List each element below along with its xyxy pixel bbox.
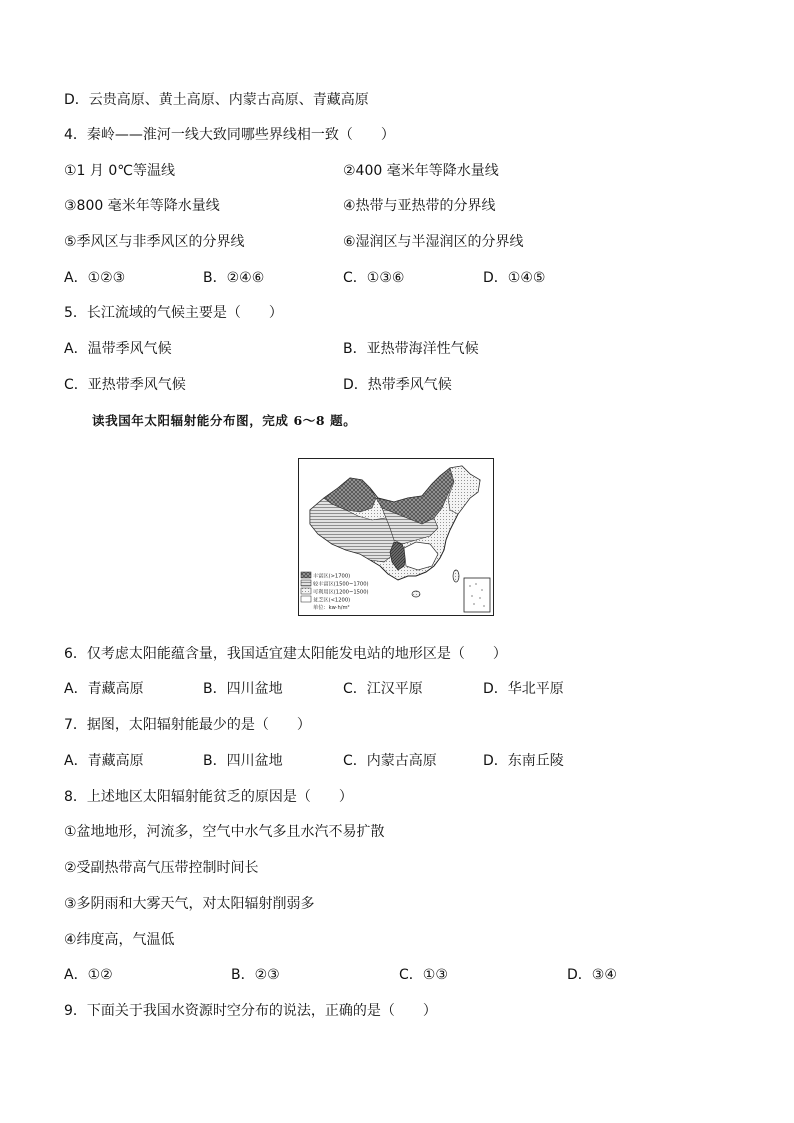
- legend-label-rich: 丰富区(>1700): [313, 573, 351, 580]
- q5-option-d: D．热带季风气候: [343, 377, 452, 393]
- q8-stem: 8．上述地区太阳辐射能贫乏的原因是（ ）: [64, 789, 353, 805]
- legend-swatch-rich: [301, 572, 311, 578]
- solar-radiation-map: [298, 458, 494, 616]
- legend-swatch-poor: [301, 596, 311, 602]
- q8-item-3: ③多阴雨和大雾天气，对太阳辐射削弱多: [64, 896, 315, 912]
- q4-option-b: B．②④⑥: [203, 270, 265, 286]
- q5-option-c: C．亚热带季风气候: [64, 377, 186, 393]
- q8-option-c: C．①③: [399, 967, 448, 983]
- taiwan-island: [453, 570, 459, 582]
- legend-label-poor: 贫乏区(<1200): [313, 597, 351, 604]
- q8-option-d: D．③④: [567, 967, 617, 983]
- q6-option-c: C．江汉平原: [343, 681, 423, 697]
- legend-unit: 单位：kw·h/m²: [313, 605, 350, 611]
- q6-option-d: D．华北平原: [483, 681, 564, 697]
- q5-option-b: B．亚热带海洋性气候: [343, 341, 479, 357]
- q9-stem: 9．下面关于我国水资源时空分布的说法，正确的是（ ）: [64, 1003, 437, 1019]
- figure-caption: 读我国年太阳辐射能分布图，完成 6～8 题。: [92, 413, 357, 428]
- q4-option-c: C．①③⑥: [343, 270, 405, 286]
- q5-option-a: A．温带季风气候: [64, 341, 172, 357]
- q7-option-b: B．四川盆地: [203, 753, 283, 769]
- q8-item-1: ①盆地地形，河流多，空气中水气多且水汽不易扩散: [64, 824, 385, 840]
- q4-item-5: ⑤季风区与非季风区的分界线: [64, 234, 245, 250]
- legend-swatch-usable: [301, 588, 311, 594]
- q4-item-3: ③800 毫米年等降水量线: [64, 198, 220, 214]
- south-china-sea-inset: [464, 578, 490, 612]
- q8-item-4: ④纬度高，气温低: [64, 932, 175, 948]
- q6-option-a: A．青藏高原: [64, 681, 144, 697]
- q7-option-c: C．内蒙古高原: [343, 753, 437, 769]
- legend-swatch-fairly-rich: [301, 580, 311, 586]
- q4-item-1: ①1 月 0℃等温线: [64, 163, 175, 179]
- q4-item-6: ⑥湿润区与半湿润区的分界线: [343, 234, 524, 250]
- q7-stem: 7．据图，太阳辐射能最少的是（ ）: [64, 717, 311, 733]
- q7-option-a: A．青藏高原: [64, 753, 144, 769]
- q4-stem: 4．秦岭——淮河一线大致同哪些界线相一致（ ）: [64, 127, 395, 143]
- q7-option-d: D．东南丘陵: [483, 753, 564, 769]
- q8-item-2: ②受副热带高气压带控制时间长: [64, 860, 259, 876]
- legend-label-usable: 可利用区(1200~1500): [313, 589, 369, 596]
- q6-option-b: B．四川盆地: [203, 681, 283, 697]
- hainan-island: [412, 591, 420, 597]
- q6-stem: 6．仅考虑太阳能蕴含量，我国适宜建太阳能发电站的地形区是（ ）: [64, 646, 507, 662]
- q4-item-4: ④热带与亚热带的分界线: [343, 198, 496, 214]
- q4-item-2: ②400 毫米年等降水量线: [343, 163, 499, 179]
- q8-option-b: B．②③: [231, 967, 280, 983]
- q4-option-d: D．①④⑤: [483, 270, 546, 286]
- legend-label-fairly-rich: 较丰富区(1500~1700): [313, 581, 369, 588]
- q4-option-a: A．①②③: [64, 270, 126, 286]
- q5-stem: 5．长江流域的气候主要是（ ）: [64, 305, 283, 321]
- q8-option-a: A．①②: [64, 967, 113, 983]
- q3-option-d: D．云贵高原、黄土高原、内蒙古高原、青藏高原: [64, 92, 369, 108]
